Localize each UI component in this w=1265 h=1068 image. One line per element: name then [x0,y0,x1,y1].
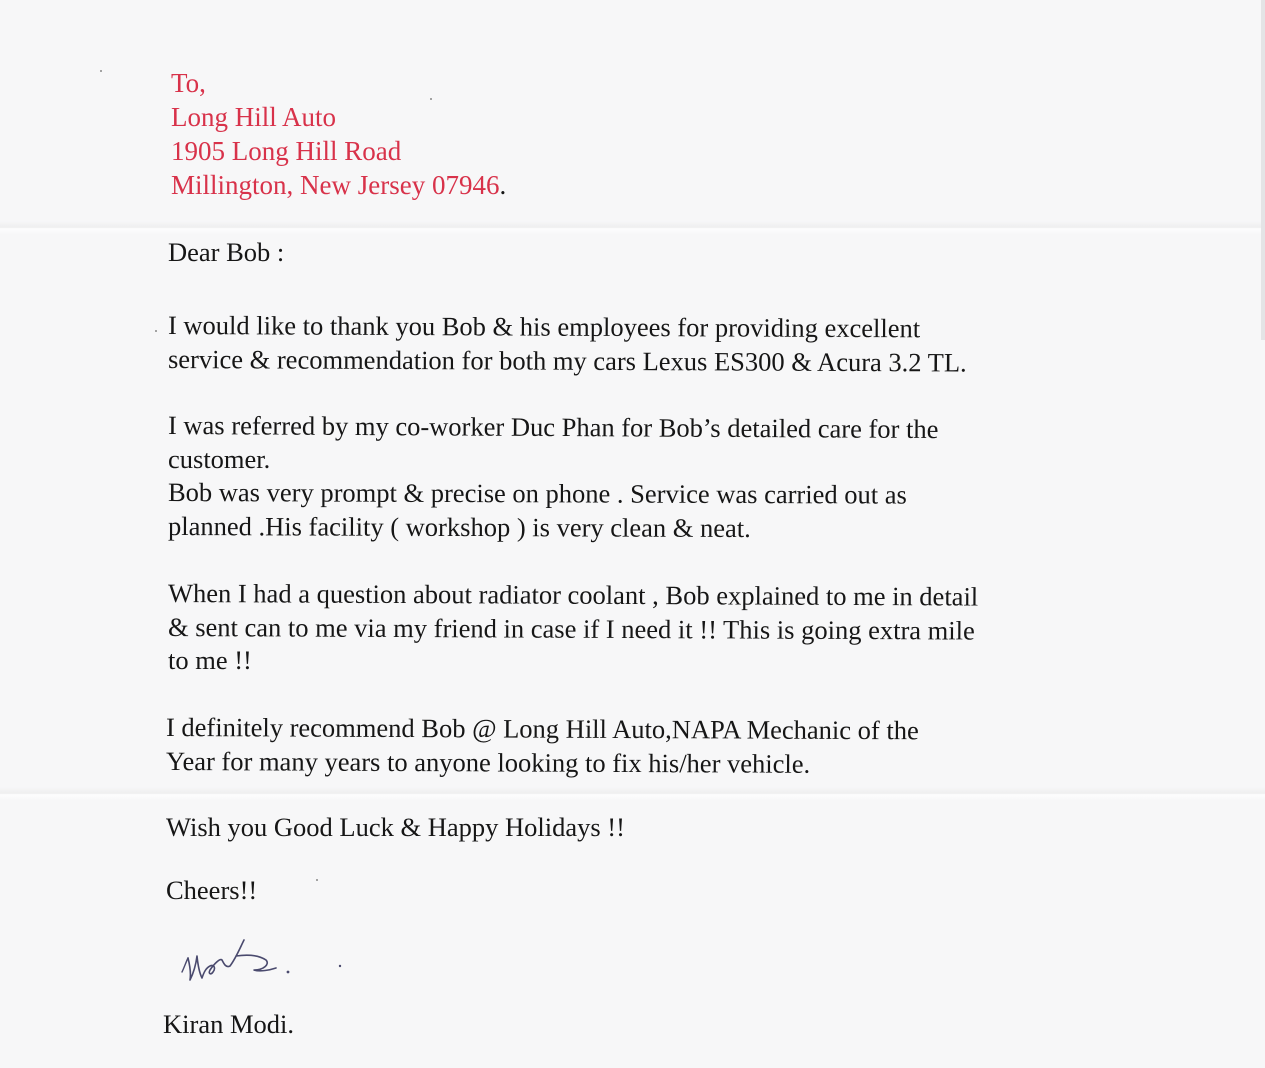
paragraph-line: I definitely recommend Bob @ Long Hill Auto,NAPA Mechanic of the [165,712,919,746]
paragraph-line: planned .His facility ( workshop ) is very clean & neat. [167,510,751,543]
address-line-city [171,168,506,202]
paragraph-line: Bob was very prompt & precise on phone . Service was carried out as [167,477,907,510]
paragraph-line: to me !! [168,645,252,675]
paragraph-line: I was referred by my co-worker Duc Phan for Bob’s detailed care for the [167,410,939,445]
closing: Cheers!! [166,875,258,905]
signer-name: Kiran Modi. [163,1009,295,1039]
paper-speck [430,98,432,100]
paper-speck [100,70,102,72]
paragraph-line: Year for many years to anyone looking to fix his/her vehicle. [165,745,811,779]
paper-edge [1261,0,1265,340]
paragraph-thanks [168,309,967,376]
paragraph-referral [168,409,938,476]
holiday-wishes: Wish you Good Luck & Happy Holidays !! [166,812,625,842]
fold-crease-upper [0,221,1265,235]
address-city-period: . [499,170,507,200]
address-city-text: Millington, New Jersey 07946 [171,170,500,200]
address-line-business: Long Hill Auto [171,102,337,132]
paragraph-line: service & recommendation for both my cars Lexus ES300 & Acura 3.2 TL. [167,343,967,377]
paragraph-coolant [168,577,978,678]
paper-speck [316,879,318,881]
fold-crease-lower [0,787,1265,801]
paragraph-line: I would like to thank you Bob & his employees for providing excellent [167,310,921,344]
paragraph-line: customer. [168,443,271,474]
handwritten-signature [180,928,350,988]
address-line-street: 1905 Long Hill Road [171,136,402,166]
paragraph-line: & sent can to me via my friend in case if I need it !! This is going extra mile [167,611,975,646]
paragraph-line: When I had a question about radiator coolant , Bob explained to me in detail [167,578,979,612]
paragraph-recommendation [166,711,919,778]
address-line-to: To, [171,68,206,98]
paper-speck [155,330,157,332]
recipient-address [171,66,506,202]
paragraph-service [168,476,907,543]
salutation: Dear Bob : [168,237,285,267]
